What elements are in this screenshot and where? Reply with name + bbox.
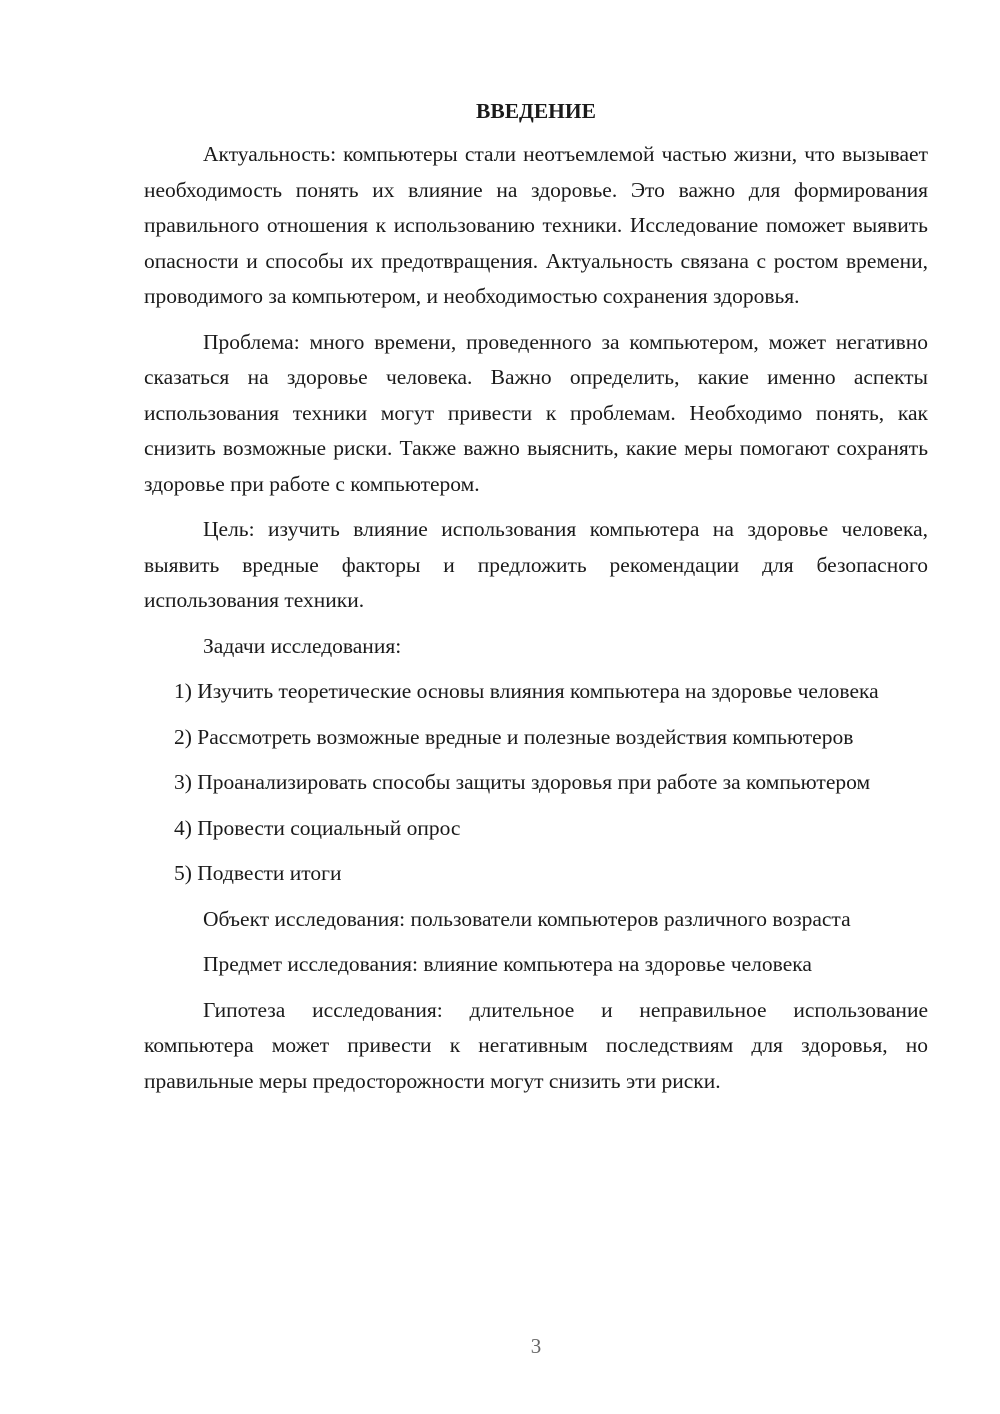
subject-paragraph: Предмет исследования: влияние компьютера на здоровье человека — [203, 952, 812, 976]
problem-paragraph: Проблема: много времени, проведенного за компьютером, может негативно сказаться на здоровье человека. Важно определить, какие именно аспекты использования техники могут привести к проблемам. Необходимо понять, как снизить возможные риски. Также важно выяснить, какие меры помогают сохранять здоровье при работе с компьютером. — [144, 329, 928, 496]
object-paragraph: Объект исследования: пользователи компьютеров различного возраста — [203, 906, 851, 931]
task-item: 3) Проанализировать способы защиты здоровья при работе за компьютером — [174, 770, 871, 794]
task-item: 4) Провести социальный опрос — [174, 815, 461, 840]
page-number: 3 — [530, 1334, 542, 1358]
task-item: 2) Рассмотреть возможные вредные и полезные воздействия компьютеров — [174, 724, 854, 749]
task-item: 1) Изучить теоретические основы влияния компьютера на здоровье человека — [174, 679, 879, 703]
document-page — [144, 95, 928, 1109]
section-title: ВВЕДЕНИЕ — [476, 99, 596, 123]
task-item: 5) Подвести итоги — [174, 861, 342, 885]
goal-paragraph: Цель: изучить влияние использования компьютера на здоровье человека, выявить вредные факторы и предложить рекомендации для безопасного использования техники. — [144, 517, 928, 612]
tasks-heading: Задачи исследования: — [203, 633, 402, 658]
hypothesis-paragraph: Гипотеза исследования: длительное и неправильное использование компьютера может привести к негативным последствиям для здоровья, но правильные меры предосторожности могут снизить эти риски. — [144, 997, 928, 1093]
relevance-paragraph: Актуальность: компьютеры стали неотъемлемой частью жизни, что вызывает необходимость понять их влияние на здоровье. Это важно для формирования правильного отношения к использованию техники. Исследование поможет выявить опасности и способы их предотвращения. Актуальность связана с ростом времени, проводимого за компьютером, и необходимостью сохранения здоровья. — [144, 142, 928, 308]
